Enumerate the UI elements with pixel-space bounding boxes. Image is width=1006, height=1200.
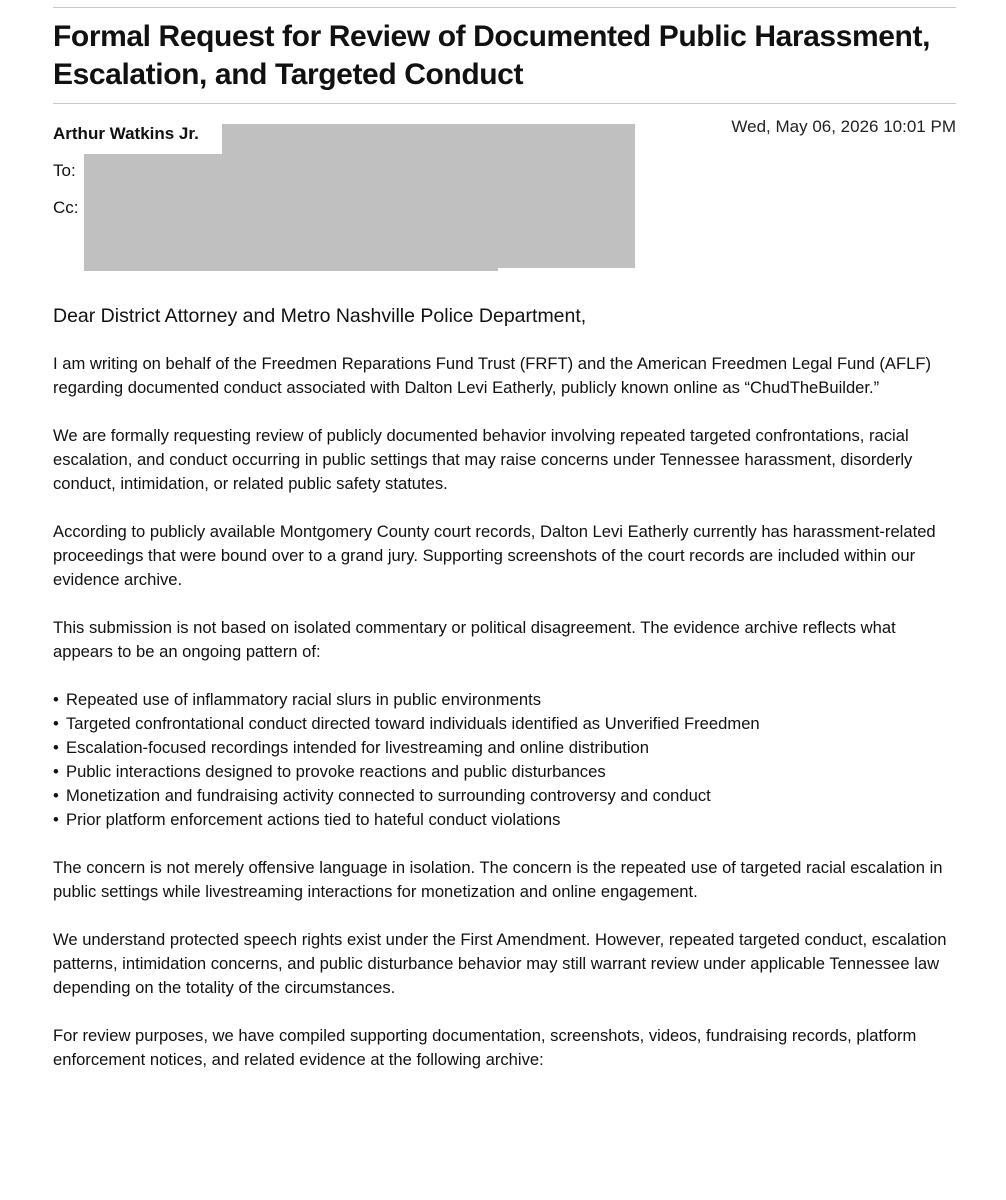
email-body	[53, 352, 958, 1096]
bullet-glyph: •	[53, 714, 59, 733]
list-item	[53, 784, 958, 808]
body-paragraph: According to publicly available Montgomery County court records, Dalton Levi Eatherly currently has harassment-related proceedings that were bound over to a grand jury. Supporting screenshots of the court records are included within our evidence archive.	[53, 522, 936, 589]
to-label: To:	[53, 161, 76, 180]
redacted-block	[84, 266, 498, 271]
body-paragraph: For review purposes, we have compiled supporting documentation, screenshots, videos, fundraising records, platform enforcement notices, and related evidence at the following archive:	[53, 1026, 917, 1069]
list-item	[53, 808, 958, 832]
body-paragraph: I am writing on behalf of the Freedmen Reparations Fund Trust (FRFT) and the American Freedmen Legal Fund (AFLF) regarding documented conduct associated with Dalton Levi Eatherly, publicly known online as “ChudTheBuilder.”	[53, 354, 932, 397]
top-divider	[53, 7, 956, 8]
bullet-glyph: •	[53, 786, 59, 805]
list-item-text: Prior platform enforcement actions tied to hateful conduct violations	[66, 810, 561, 829]
bullet-glyph: •	[53, 738, 59, 757]
list-item	[53, 712, 958, 736]
list-item	[53, 736, 958, 760]
cc-label: Cc:	[53, 198, 79, 217]
list-item-text: Public interactions designed to provoke reactions and public disturbances	[66, 762, 606, 781]
email-date: Wed, May 06, 2026 10:01 PM	[731, 117, 956, 136]
body-paragraph: This submission is not based on isolated commentary or political disagreement. The evidence archive reflects what appears to be an ongoing pattern of:	[53, 618, 896, 661]
bullet-glyph: •	[53, 810, 59, 829]
body-paragraph: The concern is not merely offensive language in isolation. The concern is the repeated use of targeted racial escalation in public settings while livestreaming interactions for monetization and online engagement.	[53, 858, 943, 901]
redacted-block	[222, 124, 635, 154]
body-paragraph: We understand protected speech rights exist under the First Amendment. However, repeated targeted conduct, escalation patterns, intimidation concerns, and public disturbance behavior may still warrant review under applicable Tennessee law depending on the totality of the circumstances.	[53, 930, 947, 997]
list-item-text: Targeted confrontational conduct directed toward individuals identified as Unverified Freedmen	[66, 714, 760, 733]
bullet-glyph: •	[53, 762, 59, 781]
email-greeting: Dear District Attorney and Metro Nashville Police Department,	[53, 305, 587, 327]
redacted-block	[84, 154, 635, 268]
header-divider	[53, 103, 956, 104]
list-item	[53, 760, 958, 784]
sender-name[interactable]: Arthur Watkins Jr.	[53, 124, 199, 143]
body-paragraph: We are formally requesting review of publicly documented behavior involving repeated targeted confrontations, racial escalation, and conduct occurring in public settings that may raise concerns under Tennessee harassment, disorderly conduct, intimidation, or related public safety statutes.	[53, 426, 913, 493]
list-item-text: Monetization and fundraising activity connected to surrounding controversy and conduct	[66, 786, 711, 805]
pattern-list	[53, 688, 958, 832]
email-subject: Formal Request for Review of Documented Public Harassment, Escalation, and Targeted Conduct	[53, 20, 931, 91]
list-item	[53, 688, 958, 712]
bullet-glyph: •	[53, 690, 59, 709]
list-item-text: Escalation-focused recordings intended for livestreaming and online distribution	[66, 738, 649, 757]
list-item-text: Repeated use of inflammatory racial slurs in public environments	[66, 690, 541, 709]
